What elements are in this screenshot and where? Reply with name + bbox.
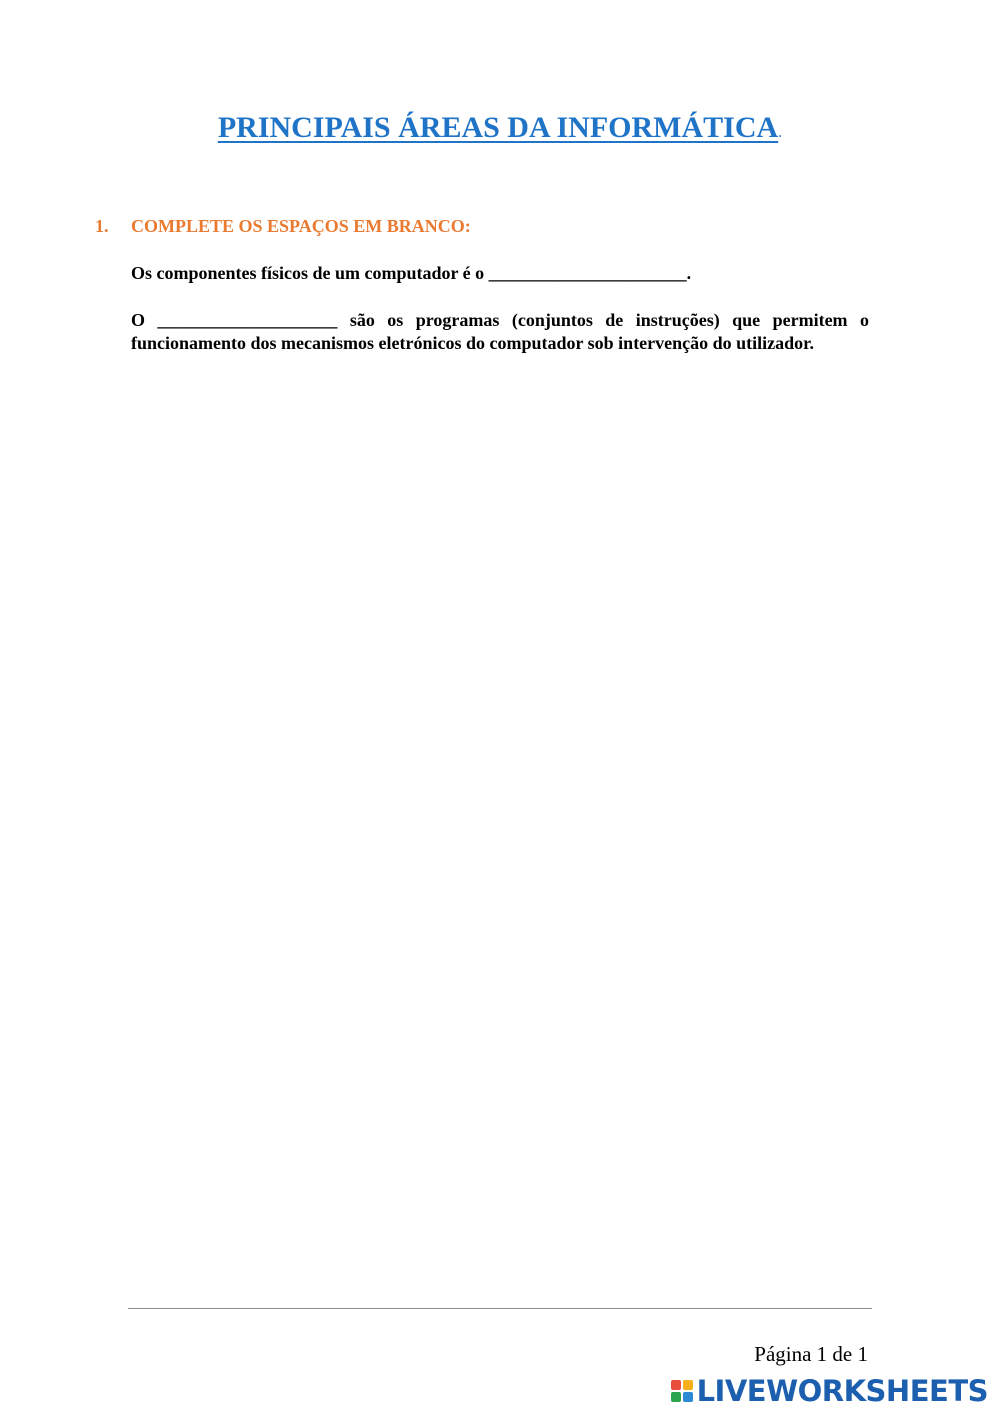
logo-square-green xyxy=(671,1392,681,1402)
liveworksheets-logo-text: LIVEWORKSHEETS xyxy=(696,1374,988,1408)
fill-in-sentence-2: O ____________________ são os programas (conjuntos de instruções) que permitem o funcionamento dos mecanismos eletrónicos do computador sob intervenção do utilizador. xyxy=(131,310,869,353)
page-title xyxy=(0,108,1000,153)
liveworksheets-logo xyxy=(671,1374,988,1408)
logo-square-red xyxy=(671,1380,681,1390)
section-heading xyxy=(95,214,471,238)
logo-square-yellow xyxy=(683,1380,693,1390)
section-number: 1. xyxy=(95,216,109,236)
fill-in-sentence-1: Os componentes físicos de um computador é o ______________________. xyxy=(131,263,692,283)
liveworksheets-logo-icon xyxy=(671,1380,693,1402)
section-heading-text: COMPLETE OS ESPAÇOS EM BRANCO: xyxy=(131,216,471,236)
page-title-text: PRINCIPAIS ÁREAS DA INFORMÁTICA xyxy=(217,111,779,144)
page-title-trailing-dot: . xyxy=(778,124,783,141)
page-number: Página 1 de 1 xyxy=(754,1342,868,1366)
logo-square-blue xyxy=(683,1392,693,1402)
footer-divider xyxy=(128,1308,872,1309)
